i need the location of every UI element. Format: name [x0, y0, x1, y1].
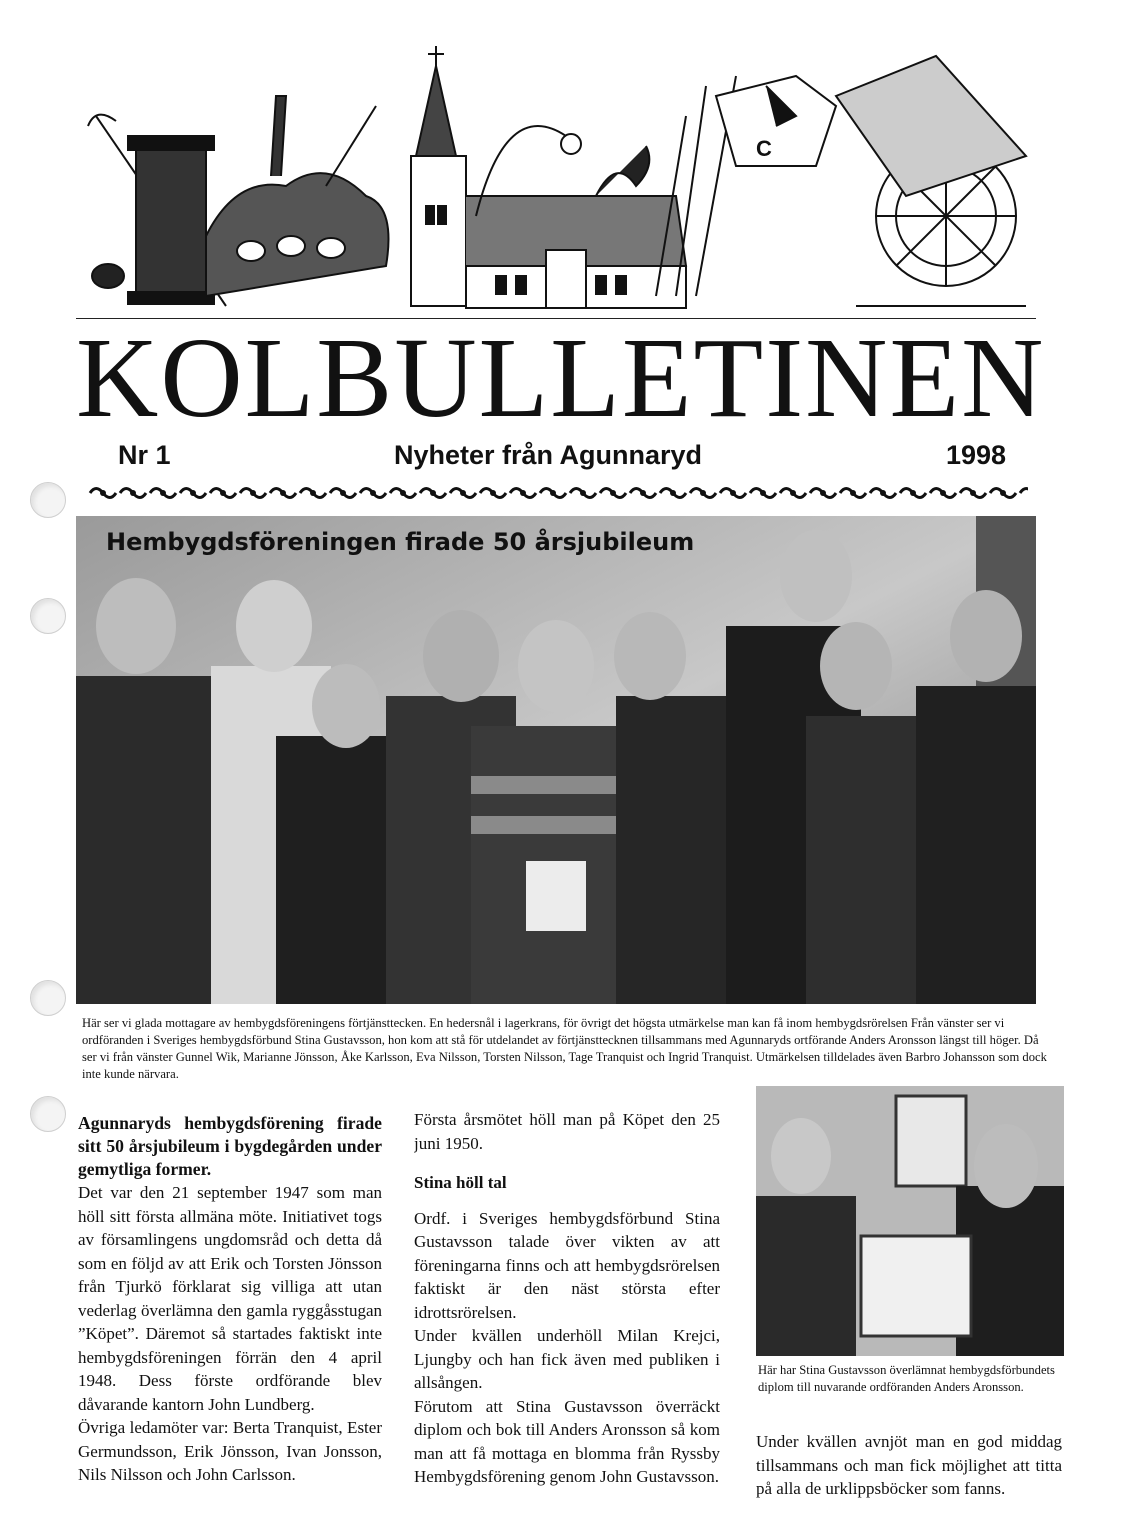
photo-headline: Hembygdsföreningen firade 50 årsjubileum: [106, 528, 695, 556]
diploma-photo: [756, 1086, 1064, 1356]
group-photo: [76, 516, 1036, 1004]
article-paragraph: Första årsmötet höll man på Köpet den 25 juni 1950.: [414, 1110, 720, 1153]
binder-hole: [30, 482, 66, 518]
article-column-2: [414, 1108, 720, 1510]
article-subhead: Stina höll tal: [414, 1173, 507, 1192]
article-paragraph: Under kvällen avnjöt man en god middag tillsammans och man fick möjlighet att titta på alla de urklippsböcker som fanns.: [756, 1432, 1062, 1498]
article-column-3: [756, 1430, 1062, 1510]
photo-caption: Här ser vi glada mottagare av hembygdsföreningens förtjänsttecken. En hedersnål i lagerkrans, för övrigt det högsta utmärkelse man kan få inom hembygdsrörelsen Från vänster ser vi ordföranden i Sveriges hembygdsförbund Stina Gustavsson, hon kom att stå för utdelandet av förtjänsttecknen tillsammans med Agunnaryds ortförande Anders Aronsson längst till höger. Då ser vi från vänster Gunnel Wik, Marianne Jönsson, Åke Karlsson, Eva Nilsson, Torsten Nilsson, Tage Tranquist och Ingrid Tranquist. Utmärkelsen tilldelades även Barbro Johansson som dock inte kunde närvara.: [82, 1016, 1047, 1081]
diploma-photo-caption: Här har Stina Gustavsson överlämnat hembygdsförbundets diplom till nuvarande ordföranden Anders Aronsson.: [758, 1363, 1055, 1394]
flag-letter-c: C: [756, 136, 772, 161]
tagline: Nyheter från Agunnaryd: [394, 440, 703, 470]
masthead-illustration: [76, 36, 1036, 320]
article-column-1: [78, 1112, 382, 1510]
issue-number: Nr 1: [118, 440, 171, 470]
article-paragraph: Förutom att Stina Gustavsson överräckt diplom och bok till Anders Aronsson så kom man att få mottaga en blomma från Ryssby Hembygdsförening genom John Gustavsson.: [414, 1396, 720, 1486]
binder-hole: [30, 598, 66, 634]
article-paragraph: Övriga ledamöter var: Berta Tranquist, Ester Germundsson, Erik Jönsson, Ivan Jonsson, Nils Nilsson och John Carlsson.: [78, 1418, 382, 1484]
binder-hole: [30, 980, 66, 1016]
article-paragraph: Under kvällen underhöll Milan Krejci, Ljungby och han fick även med publiken i allsången.: [414, 1326, 720, 1392]
newsletter-title: KOLBULLETINEN: [76, 314, 1046, 441]
article-paragraph: Ordf. i Sveriges hembygdsförbund Stina Gustavsson talade över vikten av att föreningarna finns och att hembygdsrörelsen faktiskt är den näst största efter idrottsrörelsen.: [414, 1208, 720, 1322]
binder-hole: [30, 1096, 66, 1132]
article-lead: Agunnaryds hembygdsförening firade sitt 50 årsjubileum i bygdegården under gemytliga former.: [78, 1113, 382, 1179]
issue-year: 1998: [946, 440, 1007, 470]
article-paragraph: Det var den 21 september 1947 som man höll sitt första allmäna möte. Initiativet togs av församlingens ungdomsråd och detta då som en följd av att Erik och Torsten Jönsson från Tjurkö förklarat sig villiga att utan vederlag överlämna den gamla ryggåsstugan ”Köpet”. Däremot så startades faktiskt inte hembygdsföreningen förrän den 4 april 1948. Dess förste ordförande blev dåvarande kantorn John Lundberg.: [78, 1183, 382, 1414]
ornamental-border: [88, 482, 1028, 504]
